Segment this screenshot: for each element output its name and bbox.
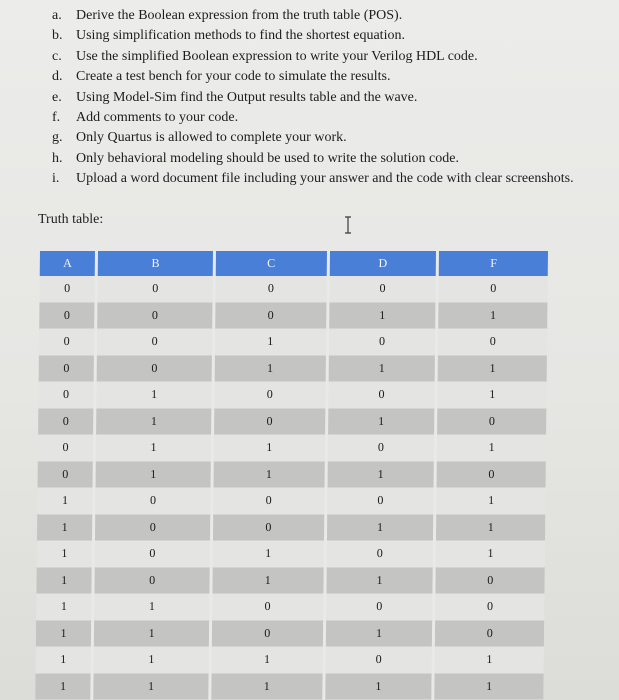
cell-f: 0 — [434, 620, 544, 647]
cell-c: 1 — [210, 647, 324, 674]
table-row — [36, 594, 544, 621]
instruction-item — [52, 149, 612, 169]
table-row — [39, 355, 547, 382]
cell-a: 0 — [39, 302, 96, 329]
truth-table — [35, 251, 548, 700]
table-row — [37, 488, 545, 515]
cell-b: 1 — [92, 647, 210, 674]
instruction-item — [52, 26, 612, 46]
cell-d: 0 — [326, 382, 436, 409]
instruction-text: Upload a word document file including your answer and the code with clear screenshots. — [76, 171, 574, 187]
instruction-marker: a. — [52, 8, 62, 23]
table-row — [38, 461, 546, 488]
cell-a: 1 — [36, 567, 93, 594]
cell-b: 1 — [95, 408, 213, 435]
truth-table-body — [35, 276, 547, 700]
instruction-item — [52, 169, 612, 189]
instruction-text: Using simplification methods to find the shortest equation. — [76, 28, 405, 44]
instruction-marker: i. — [52, 171, 60, 187]
cell-a: 0 — [39, 329, 96, 356]
cell-a: 0 — [38, 408, 95, 435]
cell-c: 1 — [211, 541, 325, 568]
instructions-list — [52, 6, 612, 190]
instruction-text: Use the simplified Boolean expression to write your Verilog HDL code. — [76, 48, 478, 64]
instruction-item — [52, 108, 612, 128]
truth-table-label: Truth table: — [38, 212, 104, 227]
instruction-item — [52, 88, 612, 108]
cell-c: 0 — [210, 620, 324, 647]
header-cell-c: C — [214, 251, 328, 276]
header-cell-f: F — [438, 251, 548, 276]
cell-d: 1 — [326, 408, 436, 435]
table-row — [35, 673, 543, 700]
cell-c: 0 — [213, 408, 327, 435]
cell-d: 1 — [326, 461, 436, 488]
cell-c: 0 — [212, 488, 326, 515]
cell-c: 1 — [212, 461, 326, 488]
cell-a: 0 — [38, 382, 95, 409]
cell-c: 0 — [213, 382, 327, 409]
cell-a: 0 — [38, 435, 95, 462]
instruction-marker: h. — [52, 150, 63, 166]
cell-a: 1 — [37, 541, 94, 568]
instruction-text: Add comments to your code. — [76, 110, 239, 126]
table-row — [36, 647, 544, 674]
cell-b: 0 — [94, 488, 212, 515]
table-row — [38, 382, 546, 409]
instruction-text: Only Quartus is allowed to complete your work. — [76, 130, 347, 146]
cell-f: 1 — [434, 647, 544, 674]
instruction-marker: d. — [52, 69, 63, 85]
cell-a: 1 — [37, 488, 94, 515]
instruction-marker: c. — [52, 48, 62, 64]
cell-c: 1 — [212, 435, 326, 462]
cell-f: 0 — [437, 276, 547, 302]
header-cell-b: B — [96, 251, 214, 276]
cell-b: 1 — [92, 673, 210, 700]
instruction-item — [52, 6, 612, 26]
instruction-item — [52, 67, 612, 87]
text-cursor-icon — [343, 216, 353, 234]
cell-b: 1 — [93, 620, 211, 647]
table-row — [36, 567, 544, 594]
cell-d: 1 — [324, 567, 434, 594]
table-row — [39, 329, 547, 356]
cell-f: 0 — [434, 567, 544, 594]
cell-b: 1 — [95, 382, 213, 409]
cell-a: 0 — [38, 461, 95, 488]
cell-b: 0 — [93, 567, 211, 594]
cell-f: 0 — [436, 461, 546, 488]
cell-a: 1 — [36, 620, 93, 647]
cell-d: 0 — [327, 276, 437, 302]
cell-b: 1 — [94, 435, 212, 462]
cell-b: 0 — [96, 276, 214, 302]
cell-b: 0 — [93, 541, 211, 568]
instruction-text: Derive the Boolean expression from the truth table (POS). — [76, 8, 403, 23]
cell-d: 1 — [327, 302, 437, 329]
cell-d: 0 — [326, 435, 436, 462]
cell-d: 0 — [324, 647, 434, 674]
cell-b: 1 — [93, 594, 211, 621]
cell-f: 1 — [436, 382, 546, 409]
header-cell-d: D — [328, 251, 438, 276]
cell-c: 1 — [211, 567, 325, 594]
table-row — [39, 276, 547, 302]
cell-a: 1 — [36, 594, 93, 621]
cell-f: 1 — [437, 355, 547, 382]
cell-d: 0 — [325, 541, 435, 568]
cell-c: 1 — [214, 329, 328, 356]
cell-a: 1 — [35, 673, 92, 700]
cell-f: 1 — [437, 302, 547, 329]
instruction-marker: e. — [52, 89, 62, 105]
cell-d: 0 — [327, 329, 437, 356]
cell-d: 0 — [324, 594, 434, 621]
cell-f: 0 — [437, 329, 547, 356]
cell-c: 0 — [214, 302, 328, 329]
cell-b: 1 — [94, 461, 212, 488]
cell-b: 0 — [94, 514, 212, 541]
table-row — [37, 514, 545, 541]
cell-c: 0 — [212, 514, 326, 541]
cell-b: 0 — [95, 355, 213, 382]
table-row — [39, 302, 547, 329]
cell-a: 1 — [36, 647, 93, 674]
cell-b: 0 — [96, 302, 214, 329]
cell-d: 0 — [325, 488, 435, 515]
cell-d: 1 — [324, 620, 434, 647]
cell-b: 0 — [96, 329, 214, 356]
cell-c: 0 — [211, 594, 325, 621]
instruction-marker: b. — [52, 28, 63, 44]
table-row — [36, 620, 544, 647]
cell-a: 1 — [37, 514, 94, 541]
cell-f: 1 — [436, 435, 546, 462]
instruction-item — [52, 47, 612, 67]
instruction-item — [52, 128, 612, 148]
cell-f: 0 — [436, 408, 546, 435]
header-cell-a: A — [40, 251, 97, 276]
cell-d: 1 — [327, 355, 437, 382]
instruction-text: Create a test bench for your code to simulate the results. — [76, 69, 391, 85]
instruction-marker: g. — [52, 130, 63, 146]
cell-d: 1 — [325, 514, 435, 541]
truth-table-header — [40, 251, 548, 276]
cell-f: 1 — [433, 673, 543, 700]
instruction-text: Using Model-Sim find the Output results table and the wave. — [76, 89, 418, 105]
cell-f: 1 — [435, 541, 545, 568]
instruction-text: Only behavioral modeling should be used to write the solution code. — [76, 150, 459, 166]
cell-f: 1 — [435, 514, 545, 541]
cell-d: 1 — [323, 673, 433, 700]
table-row — [37, 541, 545, 568]
cell-c: 0 — [214, 276, 328, 302]
cell-c: 1 — [210, 673, 324, 700]
cell-a: 0 — [39, 355, 96, 382]
cell-a: 0 — [39, 276, 96, 302]
table-row — [38, 408, 546, 435]
instruction-marker: f. — [52, 110, 61, 126]
cell-f: 0 — [434, 594, 544, 621]
cell-c: 1 — [213, 355, 327, 382]
table-row — [38, 435, 546, 462]
cell-f: 1 — [435, 488, 545, 515]
